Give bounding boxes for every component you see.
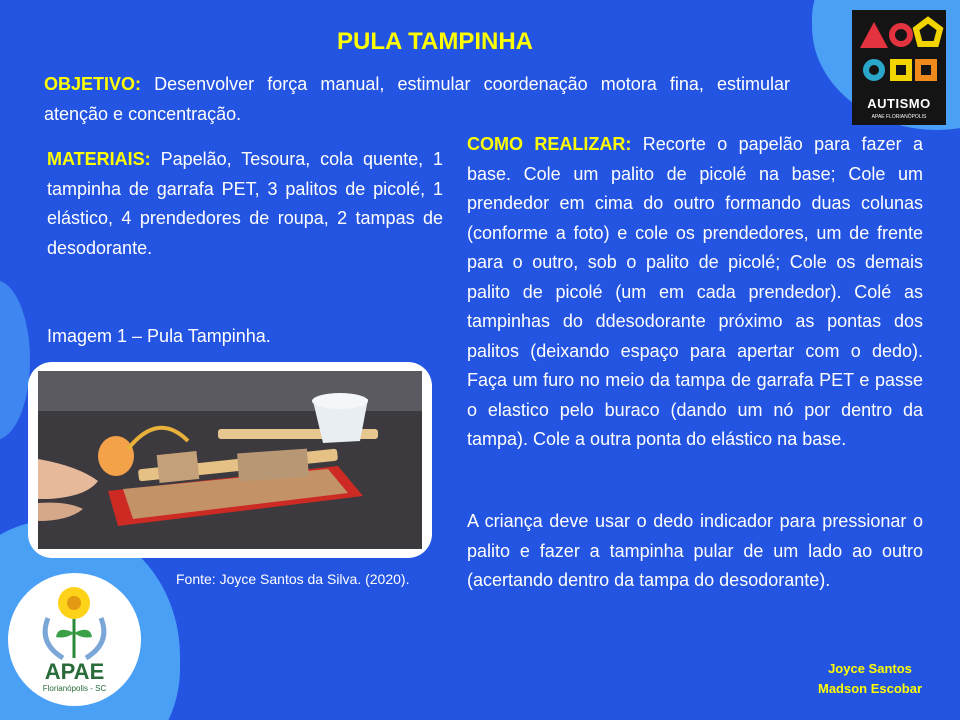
materiais-label: MATERIAIS:: [47, 149, 151, 169]
image-source: Fonte: Joyce Santos da Silva. (2020).: [176, 571, 410, 587]
objetivo-text: Desenvolver força manual, estimular coordenação motora fina, estimular atenção e concentração.: [44, 74, 790, 124]
como-realizar-paragraph: [467, 130, 923, 455]
apae-logo-subtext: Florianópolis - SC: [42, 684, 107, 693]
apae-logo: [8, 573, 141, 706]
circle-red-icon: [892, 26, 910, 44]
materiais-text: Papelão, Tesoura, cola quente, 1 tampinha de garrafa PET, 3 palitos de picolé, 1 elástico, 4 prendedores de roupa, 2 tampas de desodorante.: [47, 149, 443, 258]
right-hand-icon: [86, 618, 104, 658]
pentagon-icon: [916, 20, 940, 44]
autismo-logo-subtext: APAE FLORIANÓPOLIS: [871, 114, 927, 120]
leaf-right-icon: [74, 630, 92, 638]
objetivo-paragraph: [44, 70, 790, 129]
decorative-blob-mid-left: [0, 280, 30, 440]
left-hand-icon: [45, 618, 63, 658]
author-name: Joyce Santos: [828, 661, 912, 676]
square-yellow-icon: [893, 62, 909, 78]
image-caption: Imagem 1 – Pula Tampinha.: [47, 326, 271, 346]
circle-blue-icon: [866, 62, 882, 78]
como-realizar-text: Recorte o papelão para fazer a base. Cole um palito de picolé na base; Cole um prendedor em cima do outro formando duas colunas (conforme a foto) e cole os prendedores, um de frente para o outro, sob o palito de picolé; Cole os demais palito de picolé (um em cada prendedor). Colé as tampinhas do ddesodorante próximo as pontas dos palitos (deixando espaço para apertar com o dedo). Faça um furo no meio da tampa de garrafa PET e passe o elastico pelo buraco (dando um nó por dentro da tampa). Cole a outra ponta do elástico na base.: [467, 134, 923, 449]
triangle-icon: [860, 22, 888, 48]
autismo-logo: [852, 10, 946, 125]
objetivo-label: OBJETIVO:: [44, 74, 142, 94]
materiais-paragraph: [47, 145, 443, 263]
activity-photo: [38, 371, 422, 549]
page-title: PULA TAMPINHA: [337, 28, 533, 55]
square-orange-icon: [918, 62, 934, 78]
crianca-instruction-paragraph: A criança deve usar o dedo indicador para pressionar o palito e fazer a tampinha pular de um lado ao outro (acertando dentro da tampa do desodorante).: [467, 511, 923, 590]
como-realizar-label: COMO REALIZAR:: [467, 134, 632, 154]
author-name: Madson Escobar: [817, 681, 923, 696]
leaf-left-icon: [56, 630, 74, 638]
apae-logo-text: APAE: [44, 659, 105, 684]
autismo-logo-text: AUTISMO: [867, 96, 931, 111]
sunflower-icon: [58, 587, 90, 619]
